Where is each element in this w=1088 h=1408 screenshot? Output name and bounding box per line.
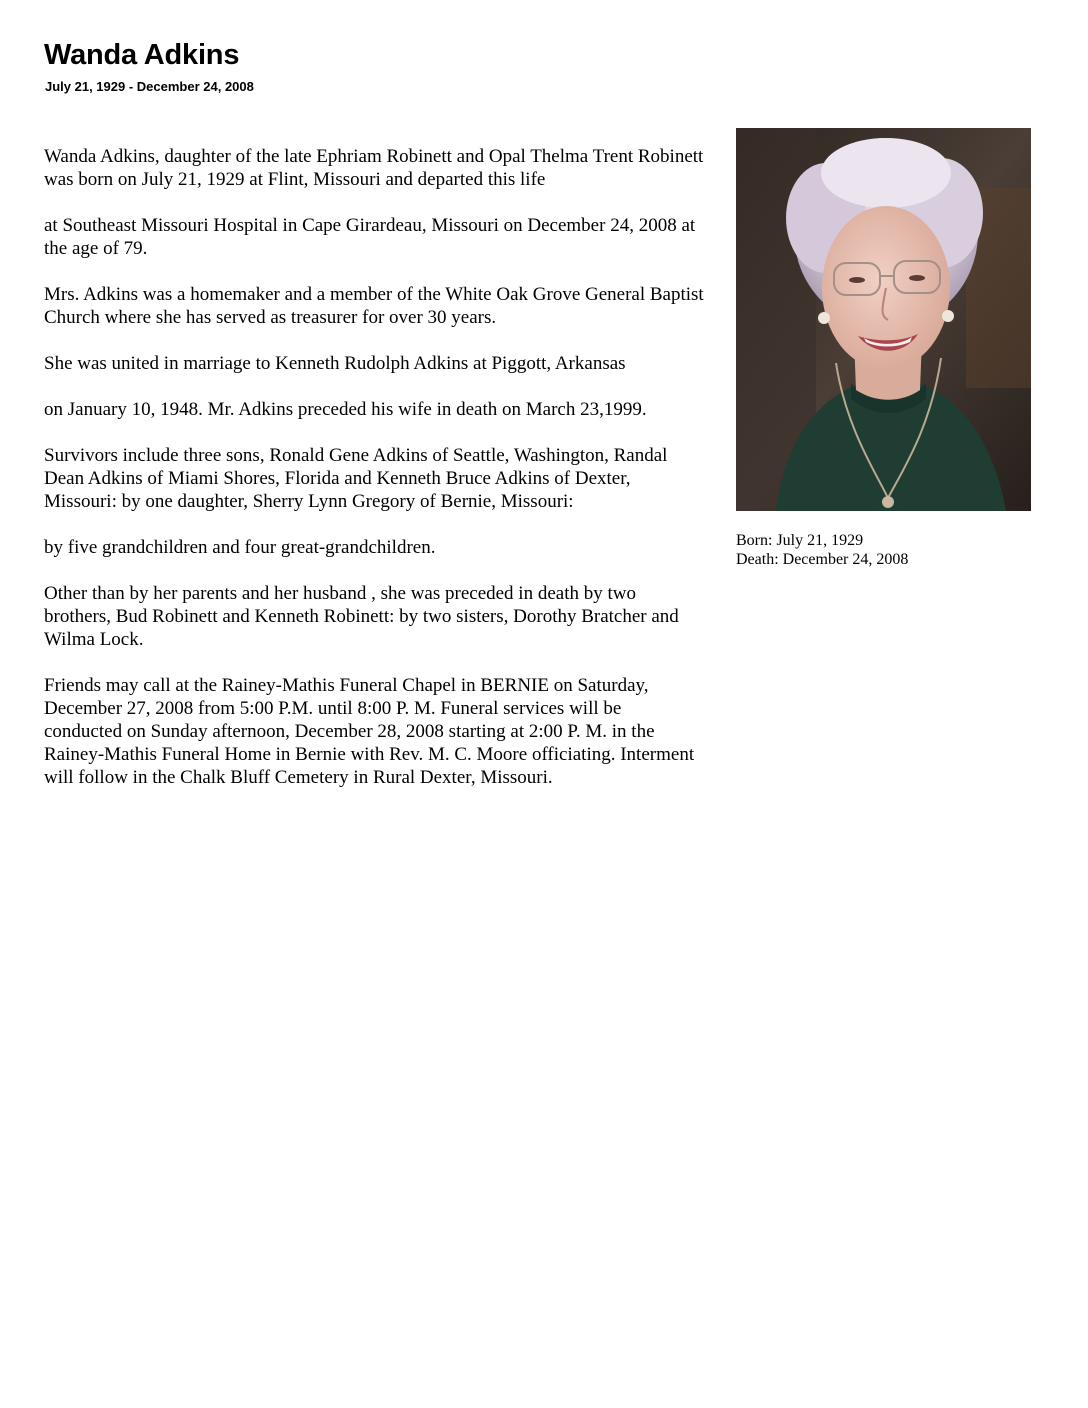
page-title: Wanda Adkins [44, 39, 240, 71]
obituary-paragraph: by five grandchildren and four great-grandchildren. [44, 537, 436, 558]
obituary-text [44, 145, 704, 812]
obituary-paragraph: She was united in marriage to Kenneth Rudolph Adkins at Piggott, Arkansas [44, 353, 626, 374]
obituary-paragraph: Friends may call at the Rainey-Mathis Funeral Chapel in BERNIE on Saturday, December 27, 2008 from 5:00 P.M. until 8:00 P. M. Funeral services will be conducted on Sunday afternoon, December 28, 2008 starting at 2:00 P. M. in the Rainey-Mathis Funeral Home in Bernie with Rev. M. C. Moore officiating. Interment will follow in the Chalk Bluff Cemetery in Rural Dexter, Missouri. [44, 675, 695, 788]
death-date: Death: December 24, 2008 [736, 551, 909, 568]
portrait-illustration [736, 128, 1031, 511]
obituary-paragraph: Mrs. Adkins was a homemaker and a member of the White Oak Grove General Baptist Church where she has served as treasurer for over 30 years. [44, 284, 704, 328]
photo-caption [736, 531, 908, 569]
born-date: Born: July 21, 1929 [736, 532, 864, 549]
obituary-paragraph: Survivors include three sons, Ronald Gene Adkins of Seattle, Washington, Randal Dean Adkins of Miami Shores, Florida and Kenneth Bruce Adkins of Dexter, Missouri: by one daughter, Sherry Lynn Gregory of Bernie, Missouri: [44, 445, 668, 512]
obituary-paragraph: Other than by her parents and her husband , she was preceded in death by two brothers, Bud Robinett and Kenneth Robinett: by two sisters, Dorothy Bratcher and Wilma Lock. [44, 583, 679, 650]
obituary-paragraph: at Southeast Missouri Hospital in Cape Girardeau, Missouri on December 24, 2008 at the age of 79. [44, 215, 696, 259]
life-dates: July 21, 1929 - December 24, 2008 [45, 79, 254, 94]
obituary-paragraph: Wanda Adkins, daughter of the late Ephriam Robinett and Opal Thelma Trent Robinett was born on July 21, 1929 at Flint, Missouri and departed this life [44, 146, 704, 190]
obituary-paragraph: on January 10, 1948. Mr. Adkins preceded his wife in death on March 23,1999. [44, 399, 647, 420]
portrait-photo [736, 128, 1031, 511]
